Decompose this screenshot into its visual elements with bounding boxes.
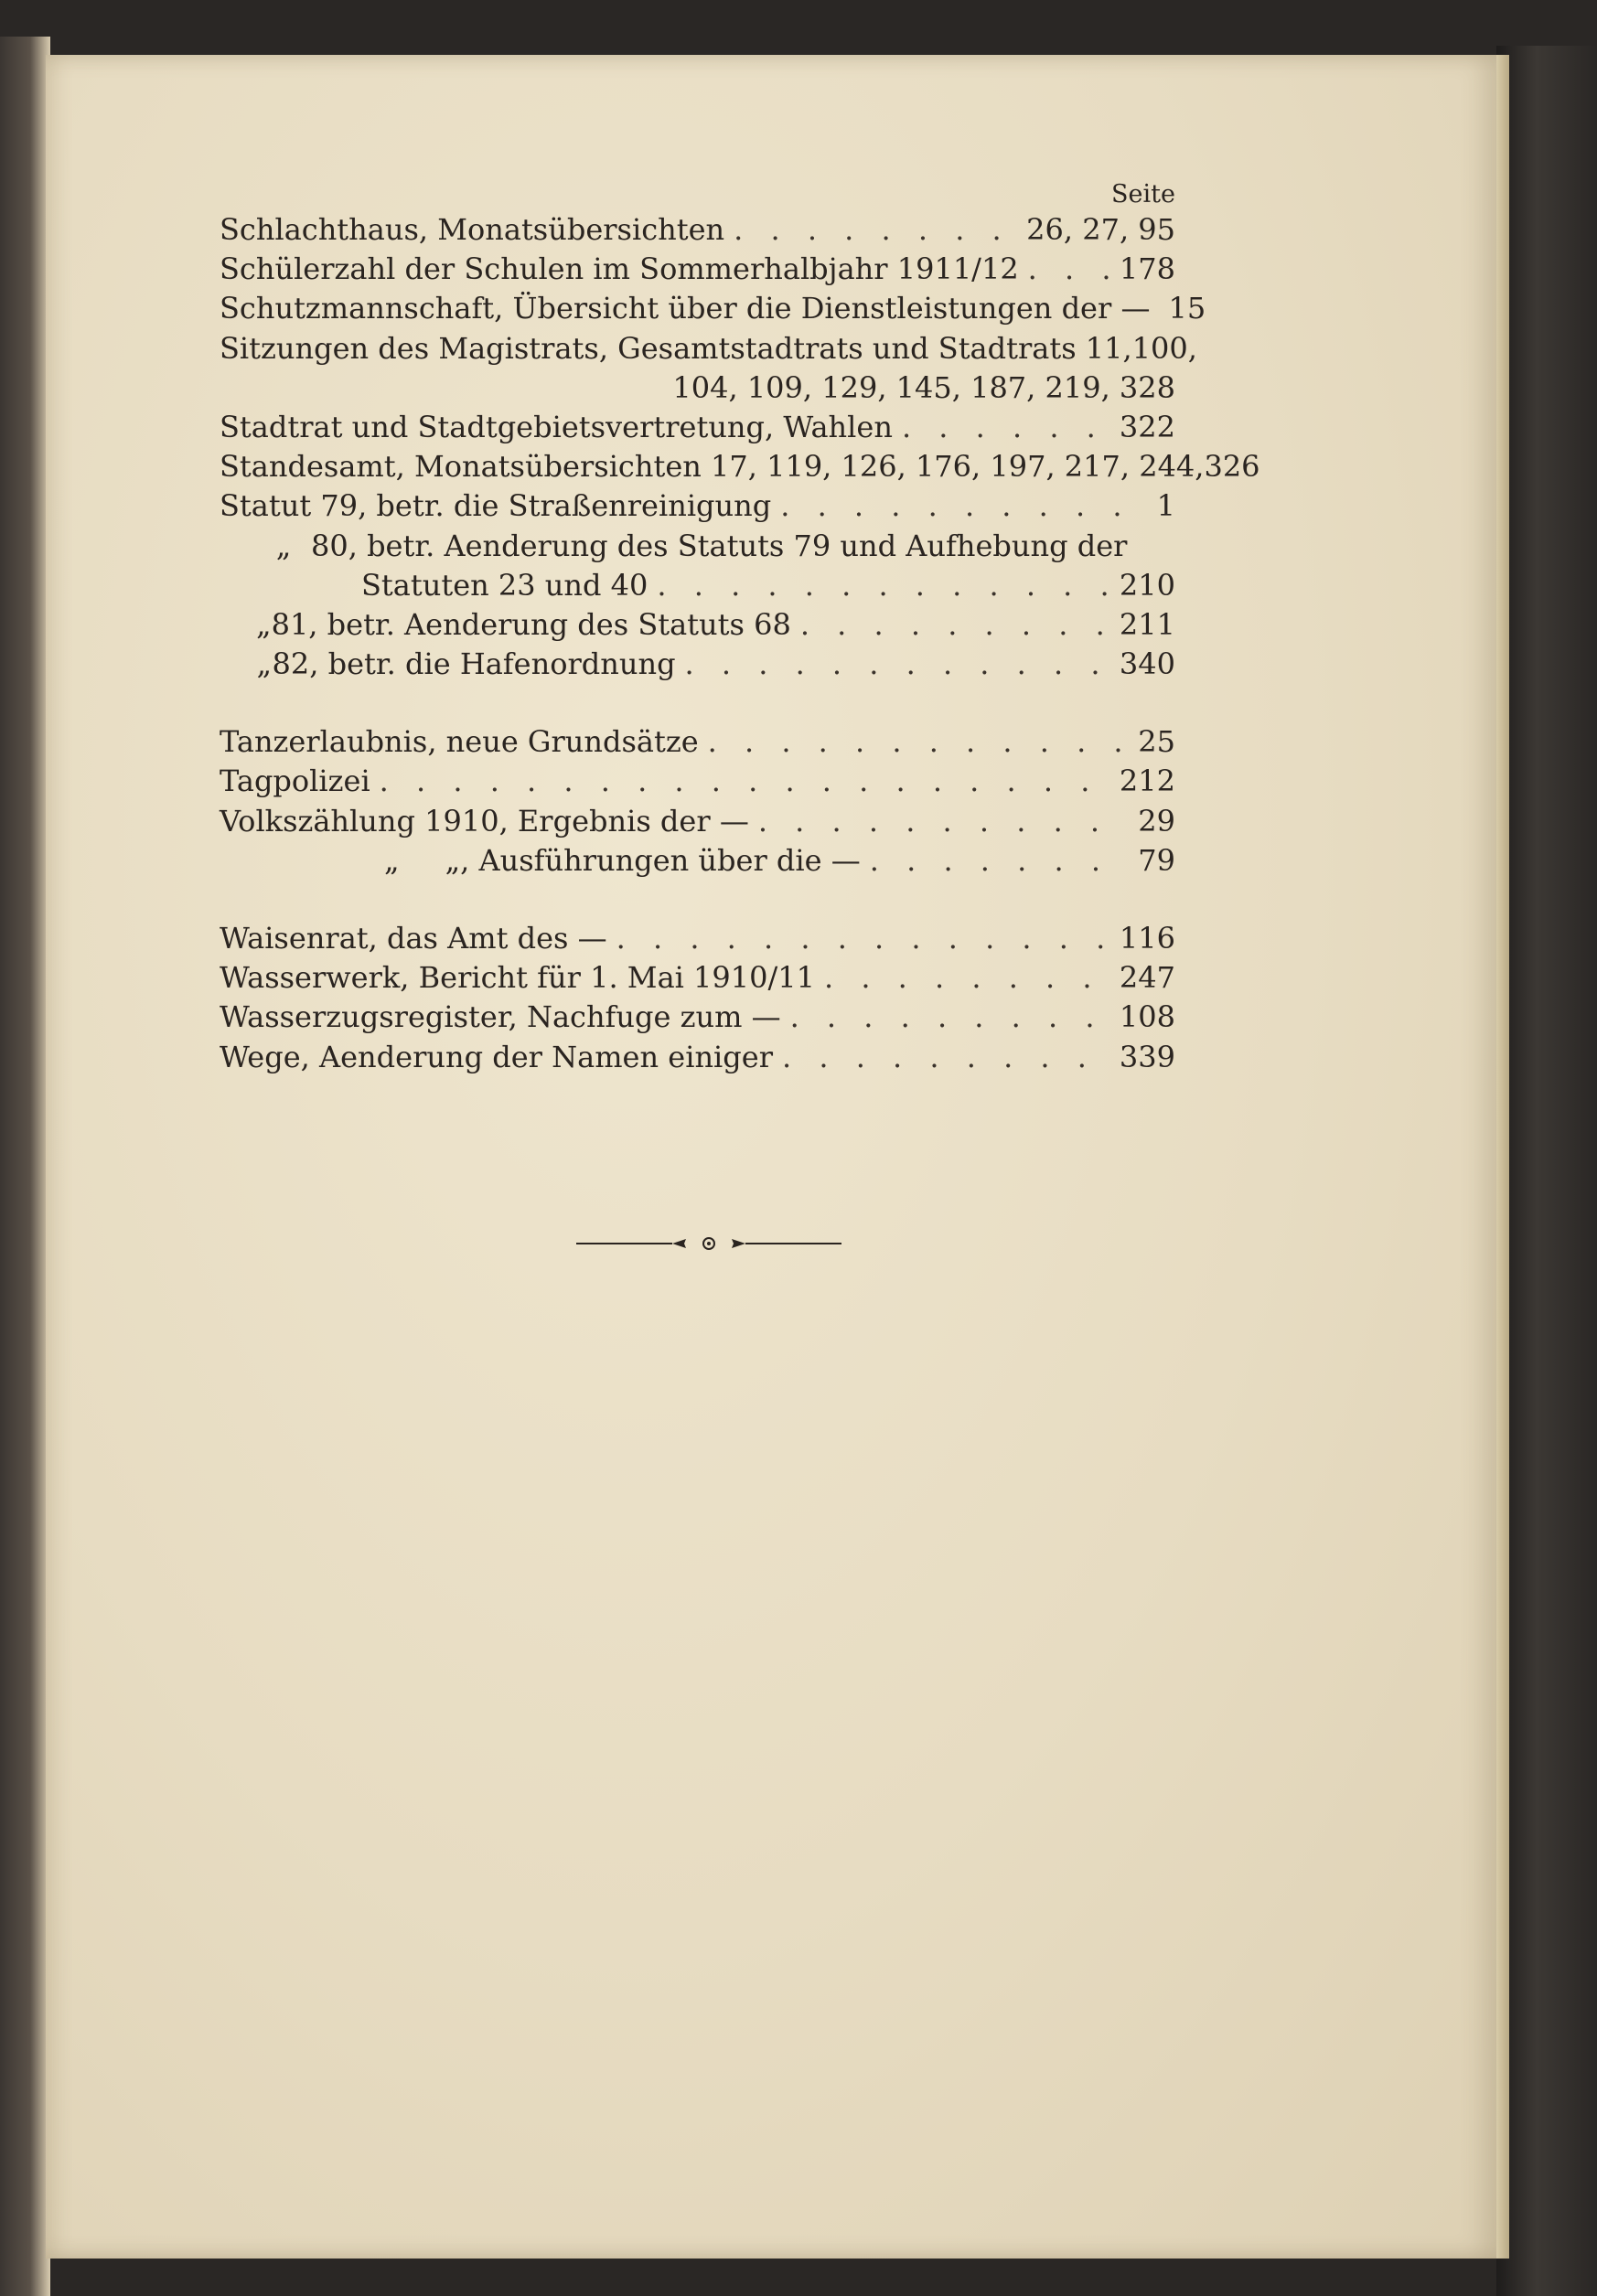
toc-entry: Waisenrat, das Amt des — . . . 116 [220,919,1175,958]
toc-entry: Wasserwerk, Bericht für 1. Mai 1910/11 . . . 247 [220,958,1175,998]
toc-entry: Tagpolizei . . . 212 [220,762,1175,801]
leader-dots [800,605,1110,645]
toc-entry: Wege, Aenderung der Namen einiger . . . 339 [220,1038,1175,1077]
toc-entry: Schlachthaus, Monatsübersichten . . . 26, 27, 95 [220,210,1175,250]
leader-dots [870,841,1130,881]
leader-dots [657,566,1110,605]
leader-dots [780,486,1147,526]
page-edge [1496,55,1509,2259]
toc-entry: Tanzerlaubnis, neue Grundsätze . . . 25 [220,722,1175,762]
toc-entry: „ 81, betr. Aenderung des Statuts 68 . . . 211 [220,605,1175,645]
leader-dots [734,210,1017,250]
toc-entry: Schutzmannschaft, Übersicht über die Dienstleistungen der — 15 [220,291,1206,326]
leader-dots [758,802,1129,841]
book-cover-left [0,37,50,2296]
toc-entry: „ 80, betr. Aenderung des Statuts 79 und Aufhebung der [220,527,1175,566]
toc-entry: Volkszählung 1910, Ergebnis der — . . . 29 [220,802,1175,841]
seite-header: Seite [1111,180,1175,208]
toc-entry-continuation: 104, 109, 129, 145, 187, 219, 328 [672,369,1175,405]
ditto-mark: „ [445,842,461,878]
divider-ornament-icon [576,1230,841,1257]
ditto-mark: „ [275,528,292,563]
toc-entry: Stadtrat und Stadtgebietsvertretung, Wahlen . . . 322 [220,408,1175,447]
toc-entry: Schülerzahl der Schulen im Sommerhalbjahr 1911/12 . . . 178 [220,250,1175,289]
leader-dots [790,998,1110,1037]
leader-dots [902,408,1110,447]
section-gap [220,684,1175,722]
leader-dots [782,1038,1110,1077]
leader-dots [616,919,1110,958]
ditto-mark: „ [256,606,272,642]
leader-dots [380,762,1110,801]
table-of-contents [220,180,1260,1077]
leader-dots [1028,250,1110,289]
leader-dots [824,958,1110,998]
toc-entry: „ „ , Ausführungen über die — . . . 79 [220,841,1175,881]
toc-entry: Wasserzugsregister, Nachfuge zum — . . . 108 [220,998,1175,1037]
leader-dots [685,645,1110,684]
ditto-mark: „ [256,646,273,682]
section-gap [220,881,1175,919]
leader-dots [708,722,1130,762]
toc-entry: Statuten 23 und 40 . . . 210 [220,566,1175,605]
book-cover-right [1496,46,1597,2296]
toc-entry: „ 82, betr. die Hafenordnung . . . 340 [220,645,1175,684]
toc-entry: Statut 79, betr. die Straßenreinigung . . . 1 [220,486,1175,526]
toc-entry: Standesamt, Monatsübersichten 17, 119, 126, 176, 197, 217, 244, 326 [220,449,1260,485]
ditto-mark: „ [384,842,400,878]
toc-entry: Sitzungen des Magistrats, Gesamtstadtrats und Stadtrats 11, 100, [220,330,1197,366]
